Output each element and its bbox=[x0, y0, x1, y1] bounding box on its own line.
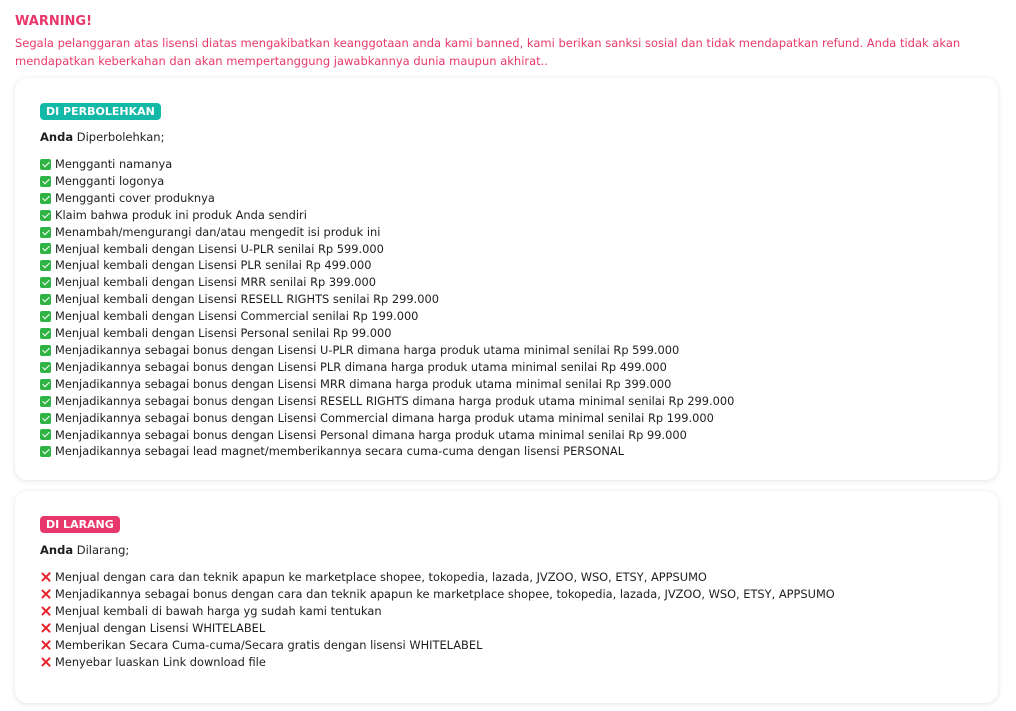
check-icon bbox=[40, 413, 51, 424]
check-icon bbox=[40, 159, 51, 170]
allowed-badge: DI PERBOLEHKAN bbox=[40, 103, 161, 120]
cross-icon bbox=[40, 640, 51, 651]
allowed-item-text: Menjadikannya sebagai bonus dengan Lisensi Personal dimana harga produk utama minimal senilai Rp 99.000 bbox=[55, 427, 687, 442]
allowed-item bbox=[40, 190, 973, 207]
forbidden-intro-rest: Dilarang; bbox=[73, 543, 130, 557]
allowed-item bbox=[40, 410, 973, 427]
allowed-item bbox=[40, 207, 973, 224]
forbidden-item-text: Menjadikannya sebagai bonus dengan cara dan teknik apapun ke marketplace shopee, tokopedia, lazada, JVZOO, WSO, ETSY, APPSUMO bbox=[55, 586, 835, 601]
forbidden-item-text: Menyebar luaskan Link download file bbox=[55, 654, 266, 669]
check-icon bbox=[40, 277, 51, 288]
allowed-item bbox=[40, 342, 973, 359]
warning-text: Segala pelanggaran atas lisensi diatas mengakibatkan keanggotaan anda kami banned, kami berikan sanksi sosial dan tidak mendapatkan refund. Anda tidak akan mendapatkan keberkahan dan akan mempertanggung jawabkannya dunia maupun akhirat.. bbox=[15, 36, 961, 68]
check-icon bbox=[40, 429, 51, 440]
forbidden-item-text: Memberikan Secara Cuma-cuma/Secara gratis dengan lisensi WHITELABEL bbox=[55, 637, 483, 652]
forbidden-item-text: Menjual dengan Lisensi WHITELABEL bbox=[55, 620, 266, 635]
warning-block bbox=[15, 13, 1000, 70]
cross-icon bbox=[40, 623, 51, 634]
forbidden-list bbox=[40, 569, 973, 670]
allowed-item-text: Mengganti cover produknya bbox=[55, 190, 215, 205]
allowed-item bbox=[40, 393, 973, 410]
allowed-intro bbox=[40, 129, 973, 145]
allowed-intro-rest: Diperbolehkan; bbox=[73, 130, 165, 144]
cross-icon bbox=[40, 656, 51, 667]
allowed-item-text: Menjadikannya sebagai bonus dengan Lisensi Commercial dimana harga produk utama minimal senilai Rp 199.000 bbox=[55, 410, 714, 425]
forbidden-card bbox=[15, 491, 998, 703]
allowed-item bbox=[40, 241, 973, 258]
allowed-item bbox=[40, 325, 973, 342]
allowed-intro-bold: Anda bbox=[40, 130, 74, 144]
allowed-item bbox=[40, 257, 973, 274]
cross-icon bbox=[40, 589, 51, 600]
check-icon bbox=[40, 227, 51, 238]
forbidden-badge: DI LARANG bbox=[40, 516, 120, 533]
check-icon bbox=[40, 446, 51, 457]
allowed-item-text: Menjual kembali dengan Lisensi Personal senilai Rp 99.000 bbox=[55, 326, 392, 341]
allowed-item-text: Menjual kembali dengan Lisensi Commercial senilai Rp 199.000 bbox=[55, 309, 419, 324]
allowed-item-text: Menjadikannya sebagai bonus dengan Lisensi MRR dimana harga produk utama minimal senilai Rp 399.000 bbox=[55, 376, 672, 391]
allowed-item bbox=[40, 274, 973, 291]
allowed-item-text: Menjadikannya sebagai bonus dengan Lisensi U-PLR dimana harga produk utama minimal senilai Rp 599.000 bbox=[55, 342, 680, 357]
allowed-item bbox=[40, 376, 973, 393]
forbidden-item bbox=[40, 654, 973, 671]
allowed-item bbox=[40, 156, 973, 173]
forbidden-item-text: Menjual dengan cara dan teknik apapun ke marketplace shopee, tokopedia, lazada, JVZOO, WSO, ETSY, APPSUMO bbox=[55, 570, 707, 584]
allowed-item-text: Mengganti namanya bbox=[55, 157, 173, 171]
allowed-item bbox=[40, 173, 973, 190]
cross-icon bbox=[40, 572, 51, 583]
check-icon bbox=[40, 260, 51, 271]
forbidden-item bbox=[40, 637, 973, 654]
allowed-item bbox=[40, 224, 973, 241]
check-icon bbox=[40, 294, 51, 305]
allowed-item-text: Menjual kembali dengan Lisensi MRR senilai Rp 399.000 bbox=[55, 275, 376, 290]
allowed-item-text: Menjual kembali dengan Lisensi PLR senilai Rp 499.000 bbox=[55, 258, 372, 273]
check-icon bbox=[40, 210, 51, 221]
allowed-item bbox=[40, 291, 973, 308]
check-icon bbox=[40, 328, 51, 339]
forbidden-item bbox=[40, 603, 973, 620]
check-icon bbox=[40, 176, 51, 187]
allowed-item bbox=[40, 359, 973, 376]
forbidden-intro bbox=[40, 542, 973, 558]
allowed-item-text: Mengganti logonya bbox=[55, 173, 165, 188]
allowed-list bbox=[40, 156, 973, 460]
check-icon bbox=[40, 193, 51, 204]
check-icon bbox=[40, 345, 51, 356]
forbidden-intro-bold: Anda bbox=[40, 543, 74, 557]
warning-title: WARNING! bbox=[15, 14, 93, 29]
forbidden-item-text: Menjual kembali di bawah harga yg sudah kami tentukan bbox=[55, 603, 382, 618]
forbidden-item bbox=[40, 569, 973, 586]
check-icon bbox=[40, 379, 51, 390]
allowed-item-text: Menjadikannya sebagai bonus dengan Lisensi PLR dimana harga produk utama minimal senilai Rp 499.000 bbox=[55, 359, 667, 374]
allowed-card bbox=[15, 78, 998, 480]
allowed-item-text: Klaim bahwa produk ini produk Anda sendiri bbox=[55, 207, 307, 222]
allowed-item-text: Menjual kembali dengan Lisensi U-PLR senilai Rp 599.000 bbox=[55, 241, 384, 256]
allowed-item bbox=[40, 443, 973, 460]
forbidden-item bbox=[40, 620, 973, 637]
check-icon bbox=[40, 362, 51, 373]
allowed-item-text: Menjadikannya sebagai bonus dengan Lisensi RESELL RIGHTS dimana harga produk utama minimal senilai Rp 299.000 bbox=[55, 393, 735, 408]
allowed-item-text: Menjual kembali dengan Lisensi RESELL RIGHTS senilai Rp 299.000 bbox=[55, 292, 440, 307]
check-icon bbox=[40, 243, 51, 254]
check-icon bbox=[40, 396, 51, 407]
allowed-item-text: Menjadikannya sebagai lead magnet/memberikannya secara cuma-cuma dengan lisensi PERSONAL bbox=[55, 444, 625, 459]
check-icon bbox=[40, 311, 51, 322]
allowed-item bbox=[40, 308, 973, 325]
allowed-item bbox=[40, 427, 973, 444]
forbidden-item bbox=[40, 586, 973, 603]
allowed-item-text: Menambah/mengurangi dan/atau mengedit isi produk ini bbox=[55, 224, 381, 239]
cross-icon bbox=[40, 606, 51, 617]
